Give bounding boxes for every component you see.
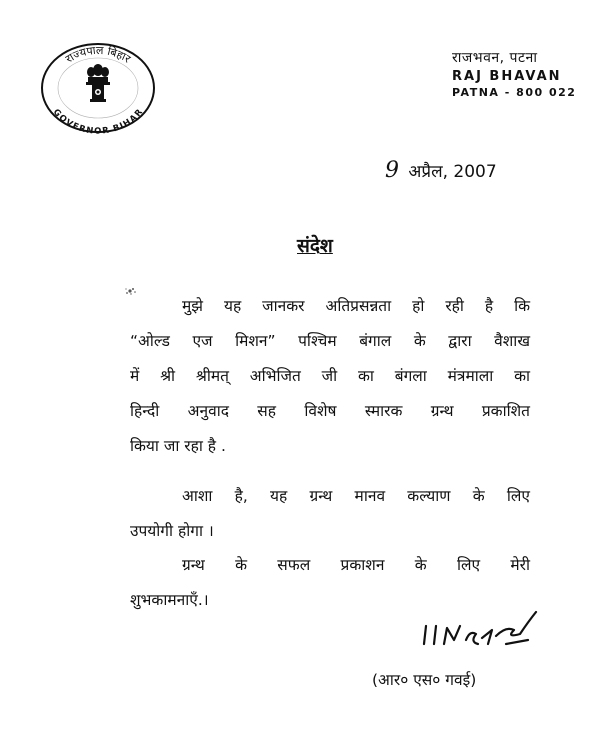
address-hindi: राजभवन, पटना: [452, 50, 538, 66]
paragraph-line: हिन्दी अनुवाद सह विशेष स्मारक ग्रन्थ प्रकाशित: [130, 402, 530, 420]
handwritten-signature: [420, 600, 540, 650]
date-month-year: अप्रैल, 2007: [408, 162, 497, 182]
paragraph-line: उपयोगी होगा ।: [130, 522, 214, 540]
governor-seal: [38, 40, 158, 136]
body-paragraph-1: [130, 289, 530, 464]
office-address: [452, 48, 592, 99]
message-title: संदेश: [297, 235, 333, 257]
seal-bottom-text: GOVERNOR BIHAR: [50, 107, 146, 136]
paragraph-line: मुझे यह जानकर अतिप्रसन्नता हो रही है कि: [182, 297, 530, 315]
date-day-handwritten: 9: [385, 158, 399, 183]
seal-top-text: राज्यपाल बिहार: [63, 43, 133, 66]
paragraph-line: आशा है, यह ग्रन्थ मानव कल्याण के लिए: [182, 487, 530, 505]
paragraph-line: में श्री श्रीमत् अभिजित जी का बंगला मंत्रमाला का: [130, 367, 530, 385]
seal-emblem-icon: [38, 40, 158, 136]
body-paragraph-2: [130, 479, 530, 549]
signatory-name: (आर० एस० गवई): [372, 671, 477, 689]
address-pin: PATNA - 800 022: [452, 86, 577, 99]
svg-text:GOVERNOR BIHAR: [51, 107, 146, 136]
paragraph-line: किया जा रहा है .: [130, 437, 226, 455]
paragraph-line: “ओल्ड एज मिशन” पश्चिम बंगाल के द्वारा वैशाख: [130, 332, 530, 350]
signature-icon: [420, 600, 540, 650]
paragraph-line: ग्रन्थ के सफल प्रकाशन के लिए मेरी: [182, 556, 530, 574]
letter-date: [385, 158, 497, 183]
paragraph-line: शुभकामनाएँ.।: [130, 591, 209, 609]
address-raj-bhavan: RAJ BHAVAN: [452, 69, 562, 84]
